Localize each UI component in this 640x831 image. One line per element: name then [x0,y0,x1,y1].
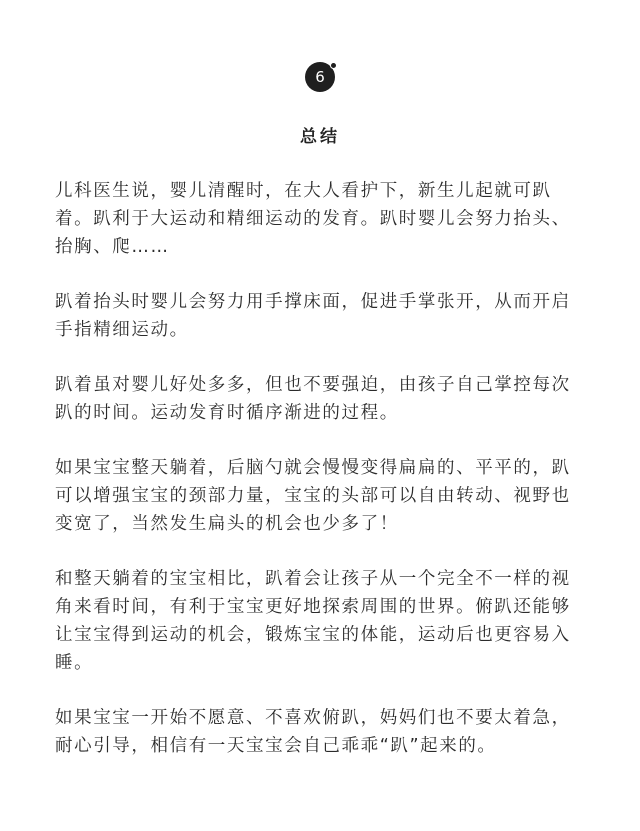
paragraph-1: 儿科医生说，婴儿清醒时，在大人看护下，新生儿起就可趴着。趴利于大运动和精细运动的发育。趴时婴儿会努力抬头、抬胸、爬…… [55,181,571,257]
section-title: 总结 [300,127,340,147]
paragraph-4: 如果宝宝整天躺着，后脑勺就会慢慢变得扁扁的、平平的，趴可以增强宝宝的颈部力量，宝宝的头部可以自由转动、视野也变宽了，当然发生扁头的机会也少多了！ [55,458,571,534]
badge-dot-decoration [330,62,337,69]
section-number-badge [0,60,640,100]
article-body [55,177,583,787]
paragraph-5: 和整天躺着的宝宝相比，趴着会让孩子从一个完全不一样的视角来看时间，有利于宝宝更好地探索周围的世界。俯趴还能够让宝宝得到运动的机会，锻炼宝宝的体能，运动后也更容易入睡。 [55,569,571,673]
paragraph-2: 趴着抬头时婴儿会努力用手撑床面，促进手掌张开，从而开启手指精细运动。 [55,292,571,340]
paragraph-3: 趴着虽对婴儿好处多多，但也不要强迫，由孩子自己掌控每次趴的时间。运动发育时循序渐进的过程。 [55,375,571,423]
section-number: 6 [305,62,335,92]
paragraph-6: 如果宝宝一开始不愿意、不喜欢俯趴，妈妈们也不要太着急，耐心引导，相信有一天宝宝会自己乖乖“趴”起来的。 [55,708,571,756]
